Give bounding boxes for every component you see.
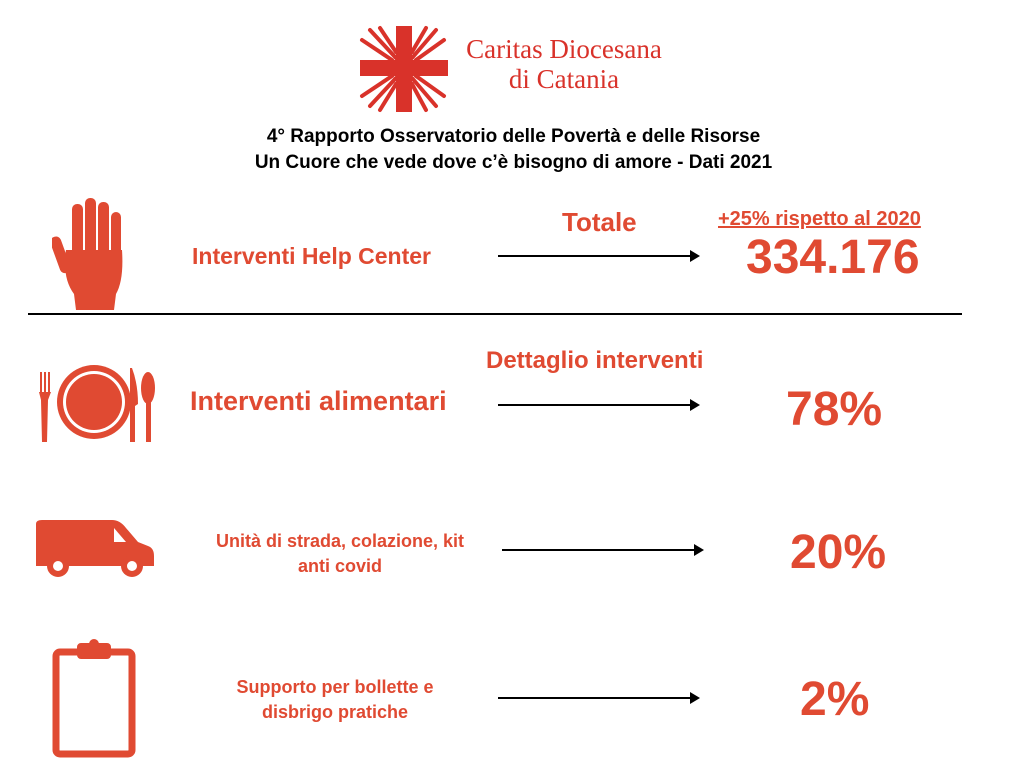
food-arrow (498, 404, 698, 406)
detail-label: Dettaglio interventi (486, 347, 704, 374)
hand-icon (52, 198, 134, 312)
bills-arrow (498, 697, 698, 699)
help-center-label: Interventi Help Center (192, 243, 431, 269)
street-unit-arrow (502, 549, 702, 551)
bills-value: 2% (800, 673, 870, 726)
section-divider (28, 313, 962, 315)
report-heading (0, 124, 1027, 176)
bills-line-2: disbrigo pratiche (261, 702, 409, 722)
bills-line-1: Supporto per bollette e (236, 677, 434, 697)
clipboard-icon (52, 638, 136, 758)
street-unit-label (194, 529, 486, 579)
food-value: 78% (786, 383, 883, 436)
totals-label: Totale (562, 207, 637, 237)
help-center-arrow (498, 255, 698, 257)
total-value: 334.176 (746, 231, 920, 284)
caritas-logo (356, 22, 676, 122)
heading-line-1: 4° Rapporto Osservatorio delle Povertà e delle Risorse (266, 126, 761, 147)
street-unit-line-2: anti covid (297, 556, 382, 576)
street-unit-value: 20% (790, 526, 887, 579)
logo-line-2: di Catania (508, 64, 620, 94)
van-icon (34, 518, 156, 578)
logo-line-1: Caritas Diocesana (466, 34, 662, 64)
plate-cutlery-icon (34, 364, 160, 444)
street-unit-line-1: Unità di strada, colazione, kit (215, 531, 465, 551)
bills-label (212, 675, 458, 725)
food-label: Interventi alimentari (190, 386, 447, 416)
caritas-cross-icon (356, 22, 448, 118)
change-badge: +25% rispetto al 2020 (718, 208, 921, 230)
heading-line-2: Un Cuore che vede dove c’è bisogno di amore - Dati 2021 (254, 152, 773, 173)
